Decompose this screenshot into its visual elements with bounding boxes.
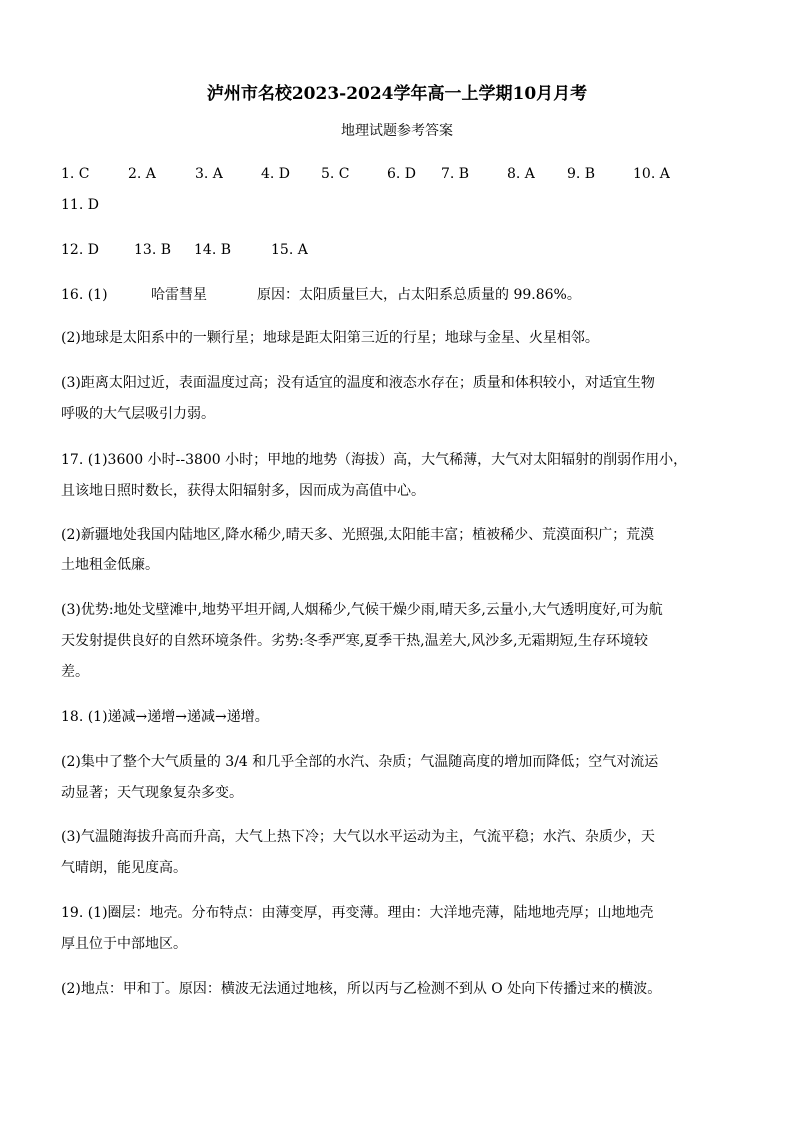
q18-part2-line2: 动显著；天气现象复杂多变。 — [61, 785, 243, 801]
q16-number: 16. (1) — [61, 287, 108, 303]
q18-part2-line1: (2)集中了整个大气质量的 3/4 和几乎全部的水汽、杂质；气温随高度的增加而降低；空气对流运 — [61, 754, 659, 770]
q16-reason: 原因：太阳质量巨大，占太阳系总质量的 99.86%。 — [257, 287, 581, 303]
page-subtitle: 地理试题参考答案 — [341, 123, 453, 139]
q17-part3-line3: 差。 — [61, 664, 89, 680]
mcq-answer: 12. D — [61, 242, 99, 258]
q19-part1-line1: 19. (1)圈层：地壳。分布特点：由薄变厚，再变薄。理由：大洋地壳薄，陆地地壳厚；山地地壳 — [61, 905, 654, 921]
mcq-answer: 14. B — [194, 242, 232, 258]
page-title: 泸州市名校2023-2024学年高一上学期10月月考 — [206, 84, 588, 104]
mcq-answer: 8. A — [507, 166, 535, 182]
mcq-answer: 1. C — [61, 166, 90, 182]
mcq-answer: 9. B — [567, 166, 596, 182]
q17-part3-line2: 天发射提供良好的自然环境条件。劣势:冬季严寒,夏季干热,温差大,风沙多,无霜期短,生存环境较 — [61, 633, 648, 649]
mcq-answer: 15. A — [271, 242, 308, 258]
q16-part2: (2)地球是太阳系中的一颗行星；地球是距太阳第三近的行星；地球与金星、火星相邻。 — [61, 330, 599, 346]
q16-part3-line1: (3)距离太阳过近，表面温度过高；没有适宜的温度和液态水存在；质量和体积较小，对适宜生物 — [61, 375, 655, 391]
q17-part2-line2: 土地租金低廉。 — [61, 557, 159, 573]
mcq-answer: 11. D — [61, 197, 99, 213]
q18-part3-line2: 气晴朗，能见度高。 — [61, 860, 187, 876]
q19-part1-line2: 厚且位于中部地区。 — [61, 936, 187, 952]
mcq-answer: 6. D — [387, 166, 417, 182]
mcq-answer: 10. A — [633, 166, 670, 182]
q17-part1-line1: 17. (1)3600 小时--3800 小时；甲地的地势（海拔）高，大气稀薄，大气对太阳辐射的削弱作用小， — [61, 452, 688, 468]
q17-part3-line1: (3)优势:地处戈壁滩中,地势平坦开阔,人烟稀少,气候干燥少雨,晴天多,云量小,大气透明度好,可为航 — [61, 602, 663, 618]
q16-part3-line2: 呼吸的大气层吸引力弱。 — [61, 406, 215, 422]
q17-part1-line2: 且该地日照时数长，获得太阳辐射多，因而成为高值中心。 — [61, 483, 425, 499]
q17-part2-line1: (2)新疆地处我国内陆地区,降水稀少,晴天多、光照强,太阳能丰富；植被稀少、荒漠面积广；荒漠 — [61, 527, 655, 543]
mcq-answer: 7. B — [441, 166, 470, 182]
mcq-answer: 3. A — [195, 166, 223, 182]
q19-part2: (2)地点：甲和丁。原因：横波无法通过地核，所以丙与乙检测不到从 O 处向下传播过来的横波。 — [61, 981, 662, 997]
q16-answer: 哈雷彗星 — [151, 287, 207, 303]
mcq-answer: 5. C — [321, 166, 350, 182]
mcq-answer: 2. A — [128, 166, 156, 182]
q18-part3-line1: (3)气温随海拔升高而升高，大气上热下冷；大气以水平运动为主，气流平稳；水汽、杂质少，天 — [61, 829, 655, 845]
mcq-answer: 4. D — [261, 166, 291, 182]
q18-part1: 18. (1)递减→递增→递减→递增。 — [61, 709, 269, 725]
mcq-answer: 13. B — [134, 242, 172, 258]
